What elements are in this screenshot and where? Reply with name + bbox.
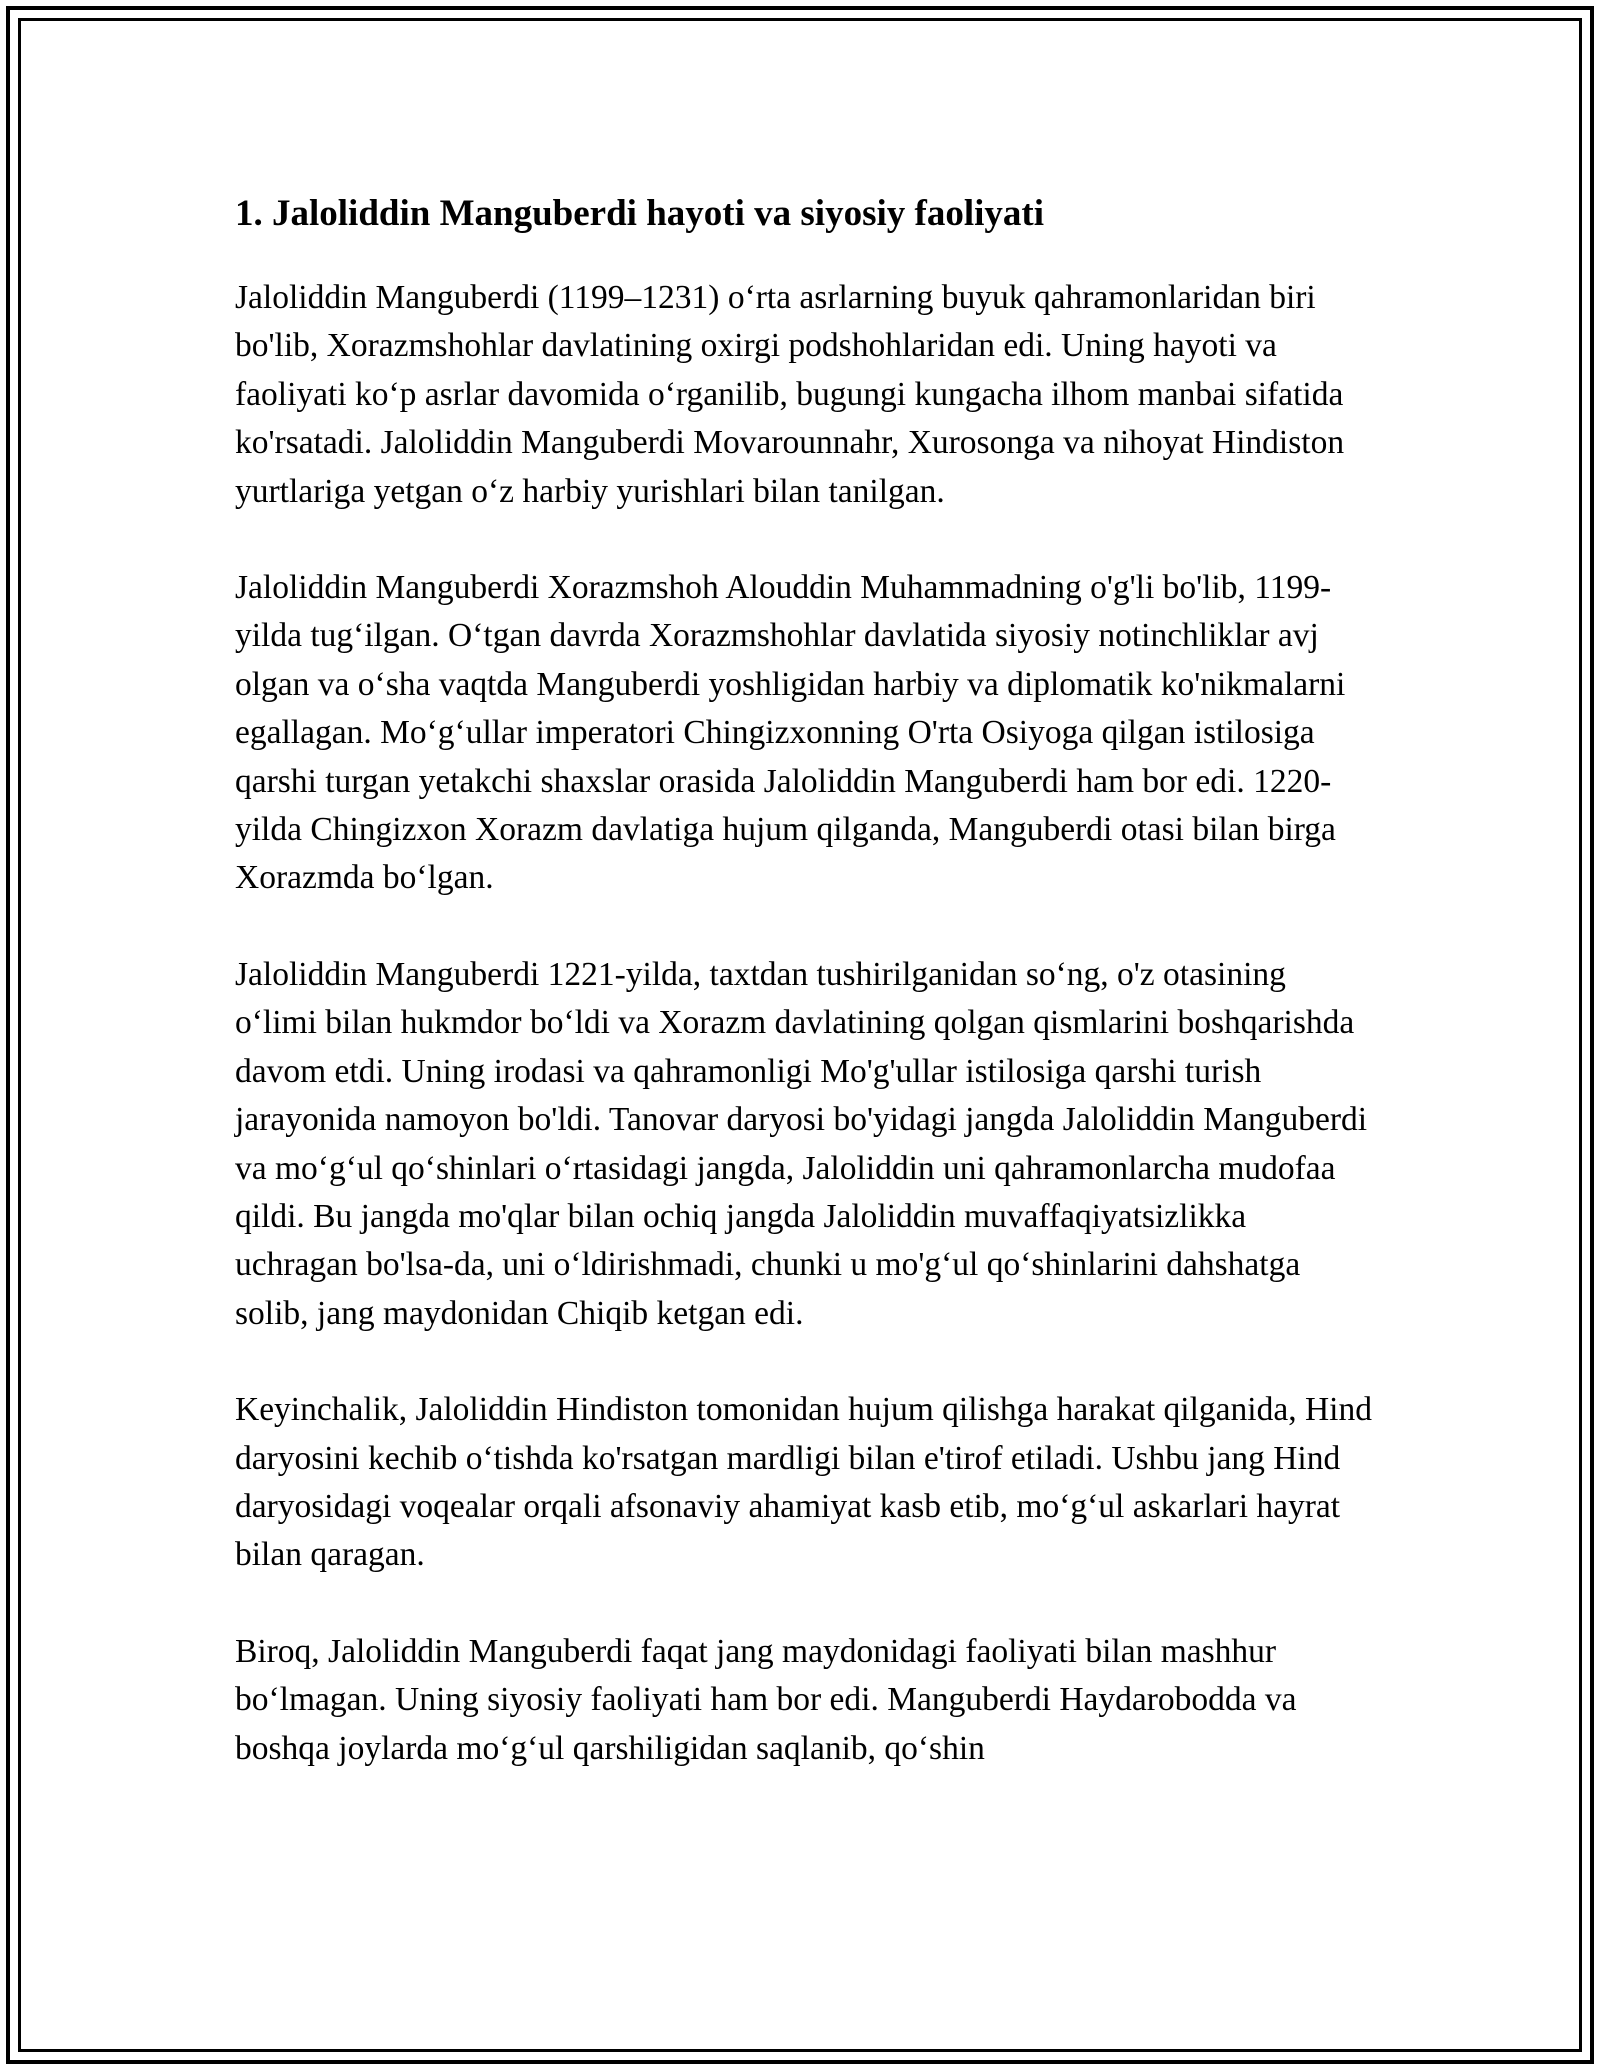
paragraph-5: Biroq, Jaloliddin Manguberdi faqat jang maydonidagi faoliyati bilan mashhur bo‘lmagan. Uning siyosiy faoliyati ham bor edi. Manguberdi Haydarobodda va boshqa joylarda mo‘g‘ul qarshiligidan saqlanib, qo‘shin (235, 1632, 1297, 1767)
document-body (235, 188, 1375, 1821)
section-heading: 1. Jaloliddin Manguberdi hayoti va siyosiy faoliyati (235, 193, 1044, 234)
paragraph-2: Jaloliddin Manguberdi Xorazmshoh Alouddin Muhammadning o'g'li bo'lib, 1199-yilda tug‘ilgan. O‘tgan davrda Xorazmshohlar davlatida siyosiy notinchliklar avj olgan va o‘sha vaqtda Manguberdi yoshligidan harbiy va diplomatik ko'nikmalarni egallagan. Mo‘g‘ullar imperatori Chingizxonning O'rta Osiyoga qilgan istilosiga qarshi turgan yetakchi shaxslar orasida Jaloliddin Manguberdi ham bor edi. 1220-yilda Chingizxon Xorazm davlatiga hujum qilganda, Manguberdi otasi bilan birga Xorazmda bo‘lgan. (235, 569, 1346, 897)
paragraph-4: Keyinchalik, Jaloliddin Hindiston tomonidan hujum qilishga harakat qilganida, Hind daryosini kechib o‘tishda ko'rsatgan mardligi bilan e'tirof etiladi. Ushbu jang Hind daryosidagi voqealar orqali afsonaviy ahamiyat kasb etib, mo‘g‘ul askarlari hayrat bilan qaragan. (235, 1391, 1372, 1574)
paragraph-3: Jaloliddin Manguberdi 1221-yilda, taxtdan tushirilganidan so‘ng, o'z otasining o‘limi bilan hukmdor bo‘ldi va Xorazm davlatining qolgan qismlarini boshqarishda davom etdi. Uning irodasi va qahramonligi Mo'g'ullar istilosiga qarshi turish jarayonida namoyon bo'ldi. Tanovar daryosi bo'yidagi jangda Jaloliddin Manguberdi va mo‘g‘ul qo‘shinlari o‘rtasidagi jangda, Jaloliddin uni qahramonlarcha mudofaa qildi. Bu jangda mo'qlar bilan ochiq jangda Jaloliddin muvaffaqiyatsizlikka uchragan bo'lsa-da, uni o‘ldirishmadi, chunki u mo'g‘ul qo‘shinlarini dahshatga solib, jang maydonidan Chiqib ketgan edi. (235, 955, 1368, 1332)
paragraph-1: Jaloliddin Manguberdi (1199–1231) o‘rta asrlarning buyuk qahramonlaridan biri bo'lib, Xorazmshohlar davlatining oxirgi podshohlaridan edi. Uning hayoti va faoliyati ko‘p asrlar davomida o‘rganilib, bugungi kungacha ilhom manbai sifatida ko'rsatadi. Jaloliddin Manguberdi Movarounnahr, Xurosonga va nihoyat Hindiston yurtlariga yetgan o‘z harbiy yurishlari bilan tanilgan. (235, 279, 1345, 510)
